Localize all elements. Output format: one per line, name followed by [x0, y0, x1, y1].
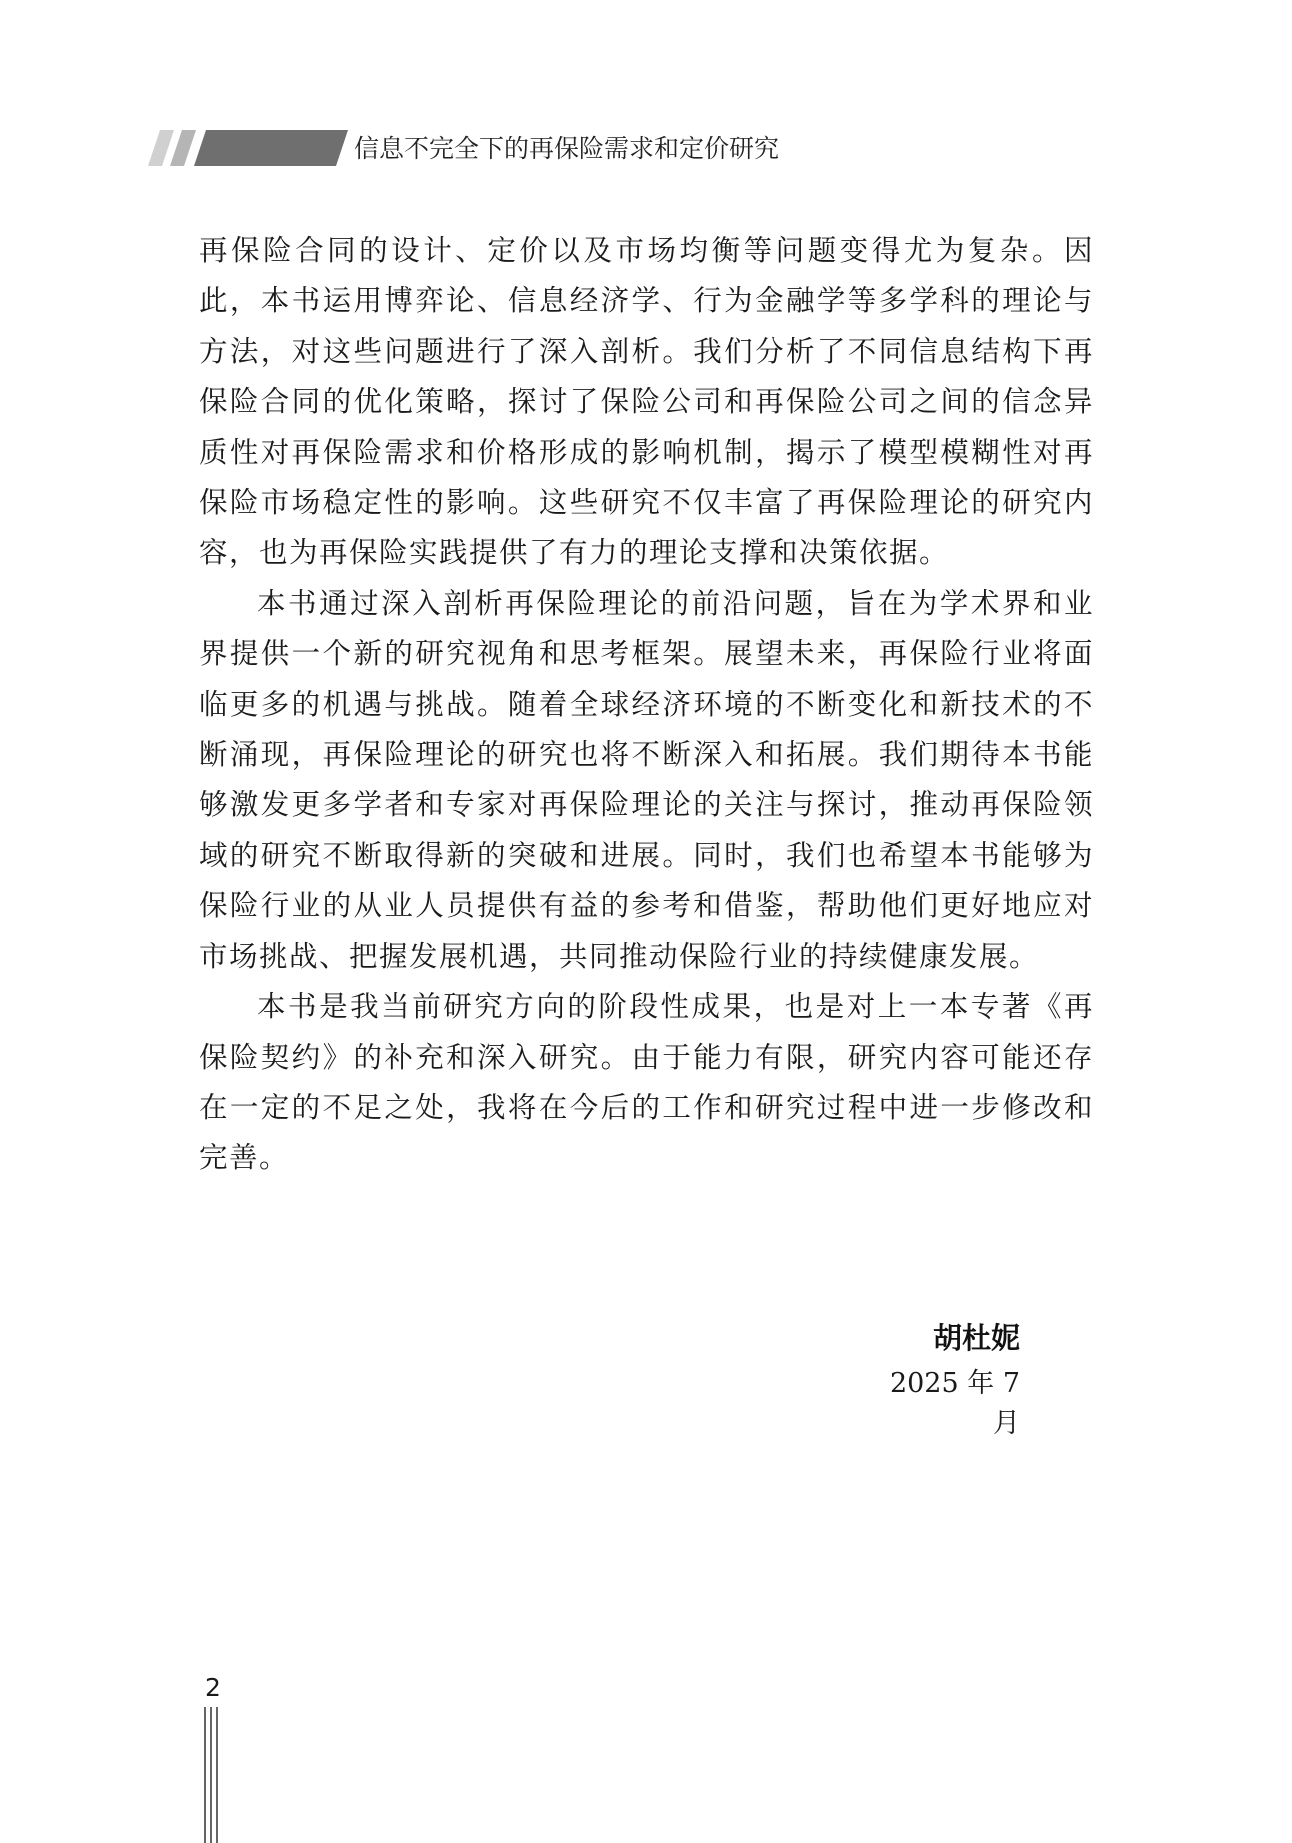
signature-date: 2025 年 7 月 [889, 1368, 1020, 1439]
paragraph-2: 本书通过深入剖析再保险理论的前沿问题，旨在为学术界和业界提供一个新的研究视角和思考框架。展望未来，再保险行业将面临更多的机遇与挑战。随着全球经济环境的不断变化和新技术的不断涌现，再保险理论的研究也将不断深入和拓展。我们期待本书能够激发更多学者和专家对再保险理论的关注与探讨，推动再保险领域的研究不断取得新的突破和进展。同时，我们也希望本书能够为保险行业的从业人员提供有益的参考和借鉴，帮助他们更好地应对市场挑战、把握发展机遇，共同推动保险行业的持续健康发展。 [199, 586, 1094, 973]
signature-block [860, 1318, 1020, 1444]
author-name: 胡杜妮 [932, 1321, 1020, 1355]
paragraph-1: 再保险合同的设计、定价以及市场均衡等问题变得尤为复杂。因此，本书运用博弈论、信息经济学、行为金融学等多学科的理论与方法，对这些问题进行了深入剖析。我们分析了不同信息结构下再保险合同的优化策略，探讨了保险公司和再保险公司之间的信念异质性对再保险需求和价格形成的影响机制，揭示了模型模糊性对再保险市场稳定性的影响。这些研究不仅丰富了再保险理论的研究内容，也为再保险实践提供了有力的理论支撑和决策依据。 [199, 234, 1094, 570]
running-header-title: 信息不完全下的再保险需求和定价研究 [354, 134, 780, 163]
page-number: 2 [205, 1673, 221, 1702]
paragraph-3: 本书是我当前研究方向的阶段性成果，也是对上一本专著《再保险契约》的补充和深入研究。由于能力有限，研究内容可能还存在一定的不足之处，我将在今后的工作和研究过程中进一步修改和完善。 [199, 990, 1094, 1175]
page-edge-lines-decoration [203, 1707, 223, 1843]
body-text [199, 226, 1094, 1184]
